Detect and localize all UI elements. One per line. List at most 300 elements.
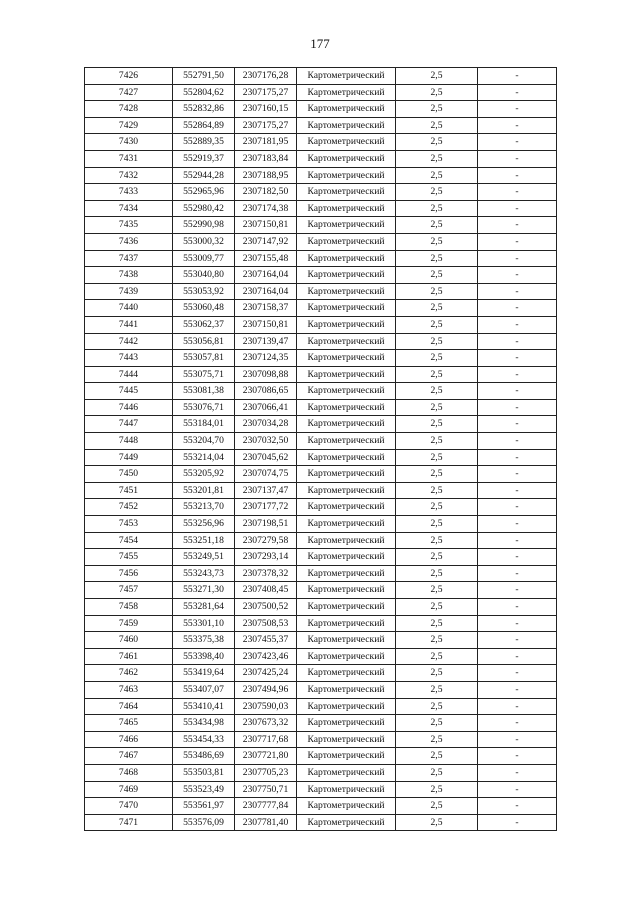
table-row bbox=[85, 68, 557, 85]
y-coordinate-cell: 2307198,51 bbox=[235, 516, 297, 533]
accuracy-cell: 2,5 bbox=[396, 582, 478, 599]
x-coordinate-cell: 553301,10 bbox=[173, 615, 235, 632]
table-row bbox=[85, 101, 557, 118]
accuracy-cell: 2,5 bbox=[396, 267, 478, 284]
accuracy-cell: 2,5 bbox=[396, 283, 478, 300]
x-coordinate-cell: 553503,81 bbox=[173, 764, 235, 781]
description-cell: - bbox=[478, 84, 557, 101]
y-coordinate-cell: 2307032,50 bbox=[235, 433, 297, 450]
accuracy-cell: 2,5 bbox=[396, 68, 478, 85]
accuracy-cell: 2,5 bbox=[396, 781, 478, 798]
point-number-cell: 7471 bbox=[85, 814, 173, 831]
table-row bbox=[85, 167, 557, 184]
x-coordinate-cell: 553407,07 bbox=[173, 681, 235, 698]
accuracy-cell: 2,5 bbox=[396, 466, 478, 483]
method-cell: Картометрический bbox=[297, 416, 396, 433]
description-cell: - bbox=[478, 615, 557, 632]
y-coordinate-cell: 2307717,68 bbox=[235, 731, 297, 748]
x-coordinate-cell: 553454,33 bbox=[173, 731, 235, 748]
coordinates-table bbox=[84, 67, 557, 831]
method-cell: Картометрический bbox=[297, 217, 396, 234]
point-number-cell: 7431 bbox=[85, 150, 173, 167]
description-cell: - bbox=[478, 68, 557, 85]
method-cell: Картометрический bbox=[297, 731, 396, 748]
accuracy-cell: 2,5 bbox=[396, 615, 478, 632]
description-cell: - bbox=[478, 383, 557, 400]
method-cell: Картометрический bbox=[297, 449, 396, 466]
description-cell: - bbox=[478, 233, 557, 250]
x-coordinate-cell: 553057,81 bbox=[173, 350, 235, 367]
table-row bbox=[85, 117, 557, 134]
description-cell: - bbox=[478, 283, 557, 300]
x-coordinate-cell: 553256,96 bbox=[173, 516, 235, 533]
accuracy-cell: 2,5 bbox=[396, 333, 478, 350]
description-cell: - bbox=[478, 764, 557, 781]
method-cell: Картометрический bbox=[297, 117, 396, 134]
accuracy-cell: 2,5 bbox=[396, 416, 478, 433]
description-cell: - bbox=[478, 632, 557, 649]
description-cell: - bbox=[478, 565, 557, 582]
table-row bbox=[85, 532, 557, 549]
y-coordinate-cell: 2307066,41 bbox=[235, 399, 297, 416]
point-number-cell: 7463 bbox=[85, 681, 173, 698]
point-number-cell: 7467 bbox=[85, 748, 173, 765]
accuracy-cell: 2,5 bbox=[396, 516, 478, 533]
accuracy-cell: 2,5 bbox=[396, 632, 478, 649]
x-coordinate-cell: 553201,81 bbox=[173, 482, 235, 499]
point-number-cell: 7443 bbox=[85, 350, 173, 367]
method-cell: Картометрический bbox=[297, 781, 396, 798]
method-cell: Картометрический bbox=[297, 681, 396, 698]
x-coordinate-cell: 552832,86 bbox=[173, 101, 235, 118]
description-cell: - bbox=[478, 449, 557, 466]
point-number-cell: 7433 bbox=[85, 184, 173, 201]
description-cell: - bbox=[478, 333, 557, 350]
y-coordinate-cell: 2307155,48 bbox=[235, 250, 297, 267]
method-cell: Картометрический bbox=[297, 599, 396, 616]
method-cell: Картометрический bbox=[297, 648, 396, 665]
x-coordinate-cell: 552889,35 bbox=[173, 134, 235, 151]
x-coordinate-cell: 553486,69 bbox=[173, 748, 235, 765]
y-coordinate-cell: 2307183,84 bbox=[235, 150, 297, 167]
x-coordinate-cell: 553561,97 bbox=[173, 798, 235, 815]
x-coordinate-cell: 553398,40 bbox=[173, 648, 235, 665]
description-cell: - bbox=[478, 681, 557, 698]
y-coordinate-cell: 2307378,32 bbox=[235, 565, 297, 582]
description-cell: - bbox=[478, 698, 557, 715]
accuracy-cell: 2,5 bbox=[396, 200, 478, 217]
accuracy-cell: 2,5 bbox=[396, 665, 478, 682]
method-cell: Картометрический bbox=[297, 184, 396, 201]
accuracy-cell: 2,5 bbox=[396, 300, 478, 317]
point-number-cell: 7464 bbox=[85, 698, 173, 715]
y-coordinate-cell: 2307500,52 bbox=[235, 599, 297, 616]
point-number-cell: 7460 bbox=[85, 632, 173, 649]
accuracy-cell: 2,5 bbox=[396, 681, 478, 698]
x-coordinate-cell: 553281,64 bbox=[173, 599, 235, 616]
x-coordinate-cell: 553000,32 bbox=[173, 233, 235, 250]
accuracy-cell: 2,5 bbox=[396, 731, 478, 748]
x-coordinate-cell: 553204,70 bbox=[173, 433, 235, 450]
description-cell: - bbox=[478, 117, 557, 134]
description-cell: - bbox=[478, 482, 557, 499]
method-cell: Картометрический bbox=[297, 316, 396, 333]
y-coordinate-cell: 2307160,15 bbox=[235, 101, 297, 118]
table-row bbox=[85, 698, 557, 715]
accuracy-cell: 2,5 bbox=[396, 316, 478, 333]
table-row bbox=[85, 648, 557, 665]
y-coordinate-cell: 2307408,45 bbox=[235, 582, 297, 599]
accuracy-cell: 2,5 bbox=[396, 250, 478, 267]
x-coordinate-cell: 553375,38 bbox=[173, 632, 235, 649]
y-coordinate-cell: 2307158,37 bbox=[235, 300, 297, 317]
table-row bbox=[85, 300, 557, 317]
description-cell: - bbox=[478, 466, 557, 483]
point-number-cell: 7438 bbox=[85, 267, 173, 284]
table-row bbox=[85, 233, 557, 250]
y-coordinate-cell: 2307175,27 bbox=[235, 84, 297, 101]
x-coordinate-cell: 553075,71 bbox=[173, 366, 235, 383]
table-row bbox=[85, 731, 557, 748]
method-cell: Картометрический bbox=[297, 466, 396, 483]
accuracy-cell: 2,5 bbox=[396, 549, 478, 566]
y-coordinate-cell: 2307781,40 bbox=[235, 814, 297, 831]
y-coordinate-cell: 2307150,81 bbox=[235, 217, 297, 234]
table-row bbox=[85, 549, 557, 566]
point-number-cell: 7448 bbox=[85, 433, 173, 450]
accuracy-cell: 2,5 bbox=[396, 101, 478, 118]
table-row bbox=[85, 764, 557, 781]
y-coordinate-cell: 2307175,27 bbox=[235, 117, 297, 134]
accuracy-cell: 2,5 bbox=[396, 599, 478, 616]
point-number-cell: 7462 bbox=[85, 665, 173, 682]
method-cell: Картометрический bbox=[297, 499, 396, 516]
accuracy-cell: 2,5 bbox=[396, 532, 478, 549]
method-cell: Картометрический bbox=[297, 101, 396, 118]
x-coordinate-cell: 552804,62 bbox=[173, 84, 235, 101]
x-coordinate-cell: 553205,92 bbox=[173, 466, 235, 483]
description-cell: - bbox=[478, 715, 557, 732]
description-cell: - bbox=[478, 532, 557, 549]
description-cell: - bbox=[478, 499, 557, 516]
x-coordinate-cell: 553434,98 bbox=[173, 715, 235, 732]
point-number-cell: 7452 bbox=[85, 499, 173, 516]
x-coordinate-cell: 553184,01 bbox=[173, 416, 235, 433]
x-coordinate-cell: 553056,81 bbox=[173, 333, 235, 350]
y-coordinate-cell: 2307086,65 bbox=[235, 383, 297, 400]
method-cell: Картометрический bbox=[297, 167, 396, 184]
y-coordinate-cell: 2307705,23 bbox=[235, 764, 297, 781]
point-number-cell: 7456 bbox=[85, 565, 173, 582]
y-coordinate-cell: 2307721,80 bbox=[235, 748, 297, 765]
method-cell: Картометрический bbox=[297, 350, 396, 367]
y-coordinate-cell: 2307150,81 bbox=[235, 316, 297, 333]
method-cell: Картометрический bbox=[297, 150, 396, 167]
point-number-cell: 7436 bbox=[85, 233, 173, 250]
description-cell: - bbox=[478, 184, 557, 201]
accuracy-cell: 2,5 bbox=[396, 449, 478, 466]
accuracy-cell: 2,5 bbox=[396, 814, 478, 831]
method-cell: Картометрический bbox=[297, 200, 396, 217]
description-cell: - bbox=[478, 267, 557, 284]
description-cell: - bbox=[478, 599, 557, 616]
description-cell: - bbox=[478, 549, 557, 566]
method-cell: Картометрический bbox=[297, 300, 396, 317]
description-cell: - bbox=[478, 200, 557, 217]
method-cell: Картометрический bbox=[297, 134, 396, 151]
table-row bbox=[85, 433, 557, 450]
description-cell: - bbox=[478, 433, 557, 450]
x-coordinate-cell: 552864,89 bbox=[173, 117, 235, 134]
method-cell: Картометрический bbox=[297, 715, 396, 732]
description-cell: - bbox=[478, 101, 557, 118]
x-coordinate-cell: 553213,70 bbox=[173, 499, 235, 516]
y-coordinate-cell: 2307174,38 bbox=[235, 200, 297, 217]
accuracy-cell: 2,5 bbox=[396, 350, 478, 367]
y-coordinate-cell: 2307139,47 bbox=[235, 333, 297, 350]
x-coordinate-cell: 553053,92 bbox=[173, 283, 235, 300]
y-coordinate-cell: 2307590,03 bbox=[235, 698, 297, 715]
y-coordinate-cell: 2307164,04 bbox=[235, 267, 297, 284]
description-cell: - bbox=[478, 300, 557, 317]
table-row bbox=[85, 748, 557, 765]
y-coordinate-cell: 2307137,47 bbox=[235, 482, 297, 499]
table-row bbox=[85, 316, 557, 333]
method-cell: Картометрический bbox=[297, 549, 396, 566]
point-number-cell: 7449 bbox=[85, 449, 173, 466]
x-coordinate-cell: 553271,30 bbox=[173, 582, 235, 599]
accuracy-cell: 2,5 bbox=[396, 648, 478, 665]
point-number-cell: 7427 bbox=[85, 84, 173, 101]
description-cell: - bbox=[478, 416, 557, 433]
accuracy-cell: 2,5 bbox=[396, 383, 478, 400]
accuracy-cell: 2,5 bbox=[396, 698, 478, 715]
table-row bbox=[85, 184, 557, 201]
y-coordinate-cell: 2307425,24 bbox=[235, 665, 297, 682]
x-coordinate-cell: 552980,42 bbox=[173, 200, 235, 217]
method-cell: Картометрический bbox=[297, 366, 396, 383]
accuracy-cell: 2,5 bbox=[396, 798, 478, 815]
accuracy-cell: 2,5 bbox=[396, 233, 478, 250]
accuracy-cell: 2,5 bbox=[396, 482, 478, 499]
description-cell: - bbox=[478, 648, 557, 665]
table-row bbox=[85, 599, 557, 616]
point-number-cell: 7432 bbox=[85, 167, 173, 184]
y-coordinate-cell: 2307182,50 bbox=[235, 184, 297, 201]
point-number-cell: 7430 bbox=[85, 134, 173, 151]
table-row bbox=[85, 516, 557, 533]
y-coordinate-cell: 2307777,84 bbox=[235, 798, 297, 815]
table-row bbox=[85, 150, 557, 167]
method-cell: Картометрический bbox=[297, 764, 396, 781]
method-cell: Картометрический bbox=[297, 615, 396, 632]
x-coordinate-cell: 553214,04 bbox=[173, 449, 235, 466]
accuracy-cell: 2,5 bbox=[396, 399, 478, 416]
method-cell: Картометрический bbox=[297, 516, 396, 533]
description-cell: - bbox=[478, 814, 557, 831]
description-cell: - bbox=[478, 350, 557, 367]
point-number-cell: 7453 bbox=[85, 516, 173, 533]
point-number-cell: 7455 bbox=[85, 549, 173, 566]
x-coordinate-cell: 552965,96 bbox=[173, 184, 235, 201]
page-number: 177 bbox=[310, 36, 330, 51]
method-cell: Картометрический bbox=[297, 665, 396, 682]
y-coordinate-cell: 2307177,72 bbox=[235, 499, 297, 516]
method-cell: Картометрический bbox=[297, 383, 396, 400]
method-cell: Картометрический bbox=[297, 814, 396, 831]
table-row bbox=[85, 383, 557, 400]
description-cell: - bbox=[478, 250, 557, 267]
y-coordinate-cell: 2307494,96 bbox=[235, 681, 297, 698]
y-coordinate-cell: 2307176,28 bbox=[235, 68, 297, 85]
y-coordinate-cell: 2307423,46 bbox=[235, 648, 297, 665]
accuracy-cell: 2,5 bbox=[396, 84, 478, 101]
method-cell: Картометрический bbox=[297, 68, 396, 85]
table-row bbox=[85, 632, 557, 649]
method-cell: Картометрический bbox=[297, 433, 396, 450]
x-coordinate-cell: 553249,51 bbox=[173, 549, 235, 566]
point-number-cell: 7434 bbox=[85, 200, 173, 217]
method-cell: Картометрический bbox=[297, 333, 396, 350]
x-coordinate-cell: 552919,37 bbox=[173, 150, 235, 167]
point-number-cell: 7469 bbox=[85, 781, 173, 798]
table-row bbox=[85, 715, 557, 732]
table-row bbox=[85, 814, 557, 831]
point-number-cell: 7446 bbox=[85, 399, 173, 416]
point-number-cell: 7439 bbox=[85, 283, 173, 300]
accuracy-cell: 2,5 bbox=[396, 167, 478, 184]
method-cell: Картометрический bbox=[297, 267, 396, 284]
description-cell: - bbox=[478, 582, 557, 599]
description-cell: - bbox=[478, 665, 557, 682]
point-number-cell: 7458 bbox=[85, 599, 173, 616]
description-cell: - bbox=[478, 781, 557, 798]
point-number-cell: 7426 bbox=[85, 68, 173, 85]
point-number-cell: 7437 bbox=[85, 250, 173, 267]
accuracy-cell: 2,5 bbox=[396, 134, 478, 151]
method-cell: Картометрический bbox=[297, 565, 396, 582]
point-number-cell: 7447 bbox=[85, 416, 173, 433]
table-row bbox=[85, 798, 557, 815]
point-number-cell: 7459 bbox=[85, 615, 173, 632]
table-row bbox=[85, 333, 557, 350]
description-cell: - bbox=[478, 731, 557, 748]
x-coordinate-cell: 552791,50 bbox=[173, 68, 235, 85]
point-number-cell: 7444 bbox=[85, 366, 173, 383]
table-row bbox=[85, 781, 557, 798]
point-number-cell: 7442 bbox=[85, 333, 173, 350]
x-coordinate-cell: 553410,41 bbox=[173, 698, 235, 715]
y-coordinate-cell: 2307188,95 bbox=[235, 167, 297, 184]
x-coordinate-cell: 553419,64 bbox=[173, 665, 235, 682]
method-cell: Картометрический bbox=[297, 632, 396, 649]
description-cell: - bbox=[478, 399, 557, 416]
method-cell: Картометрический bbox=[297, 748, 396, 765]
coordinates-table-body bbox=[85, 68, 557, 831]
table-row bbox=[85, 217, 557, 234]
table-row bbox=[85, 350, 557, 367]
x-coordinate-cell: 552990,98 bbox=[173, 217, 235, 234]
point-number-cell: 7440 bbox=[85, 300, 173, 317]
method-cell: Картометрический bbox=[297, 84, 396, 101]
point-number-cell: 7428 bbox=[85, 101, 173, 118]
method-cell: Картометрический bbox=[297, 582, 396, 599]
description-cell: - bbox=[478, 516, 557, 533]
description-cell: - bbox=[478, 134, 557, 151]
x-coordinate-cell: 553251,18 bbox=[173, 532, 235, 549]
point-number-cell: 7470 bbox=[85, 798, 173, 815]
table-row bbox=[85, 466, 557, 483]
accuracy-cell: 2,5 bbox=[396, 366, 478, 383]
method-cell: Картометрический bbox=[297, 250, 396, 267]
y-coordinate-cell: 2307034,28 bbox=[235, 416, 297, 433]
accuracy-cell: 2,5 bbox=[396, 117, 478, 134]
table-row bbox=[85, 615, 557, 632]
table-row bbox=[85, 482, 557, 499]
x-coordinate-cell: 553060,48 bbox=[173, 300, 235, 317]
x-coordinate-cell: 553076,71 bbox=[173, 399, 235, 416]
y-coordinate-cell: 2307045,62 bbox=[235, 449, 297, 466]
point-number-cell: 7457 bbox=[85, 582, 173, 599]
accuracy-cell: 2,5 bbox=[396, 764, 478, 781]
table-row bbox=[85, 250, 557, 267]
table-row bbox=[85, 416, 557, 433]
table-row bbox=[85, 665, 557, 682]
description-cell: - bbox=[478, 316, 557, 333]
accuracy-cell: 2,5 bbox=[396, 499, 478, 516]
table-row bbox=[85, 499, 557, 516]
y-coordinate-cell: 2307074,75 bbox=[235, 466, 297, 483]
y-coordinate-cell: 2307124,35 bbox=[235, 350, 297, 367]
table-row bbox=[85, 283, 557, 300]
description-cell: - bbox=[478, 748, 557, 765]
description-cell: - bbox=[478, 366, 557, 383]
description-cell: - bbox=[478, 798, 557, 815]
x-coordinate-cell: 553243,73 bbox=[173, 565, 235, 582]
table-row bbox=[85, 565, 557, 582]
y-coordinate-cell: 2307279,58 bbox=[235, 532, 297, 549]
table-row bbox=[85, 399, 557, 416]
method-cell: Картометрический bbox=[297, 399, 396, 416]
point-number-cell: 7441 bbox=[85, 316, 173, 333]
point-number-cell: 7466 bbox=[85, 731, 173, 748]
accuracy-cell: 2,5 bbox=[396, 217, 478, 234]
x-coordinate-cell: 553081,38 bbox=[173, 383, 235, 400]
method-cell: Картометрический bbox=[297, 698, 396, 715]
x-coordinate-cell: 553523,49 bbox=[173, 781, 235, 798]
description-cell: - bbox=[478, 150, 557, 167]
method-cell: Картометрический bbox=[297, 482, 396, 499]
y-coordinate-cell: 2307455,37 bbox=[235, 632, 297, 649]
method-cell: Картометрический bbox=[297, 532, 396, 549]
description-cell: - bbox=[478, 217, 557, 234]
table-row bbox=[85, 84, 557, 101]
table-row bbox=[85, 134, 557, 151]
accuracy-cell: 2,5 bbox=[396, 565, 478, 582]
y-coordinate-cell: 2307164,04 bbox=[235, 283, 297, 300]
x-coordinate-cell: 553062,37 bbox=[173, 316, 235, 333]
accuracy-cell: 2,5 bbox=[396, 433, 478, 450]
y-coordinate-cell: 2307508,53 bbox=[235, 615, 297, 632]
point-number-cell: 7445 bbox=[85, 383, 173, 400]
point-number-cell: 7465 bbox=[85, 715, 173, 732]
x-coordinate-cell: 552944,28 bbox=[173, 167, 235, 184]
method-cell: Картометрический bbox=[297, 798, 396, 815]
point-number-cell: 7461 bbox=[85, 648, 173, 665]
accuracy-cell: 2,5 bbox=[396, 150, 478, 167]
point-number-cell: 7451 bbox=[85, 482, 173, 499]
point-number-cell: 7468 bbox=[85, 764, 173, 781]
